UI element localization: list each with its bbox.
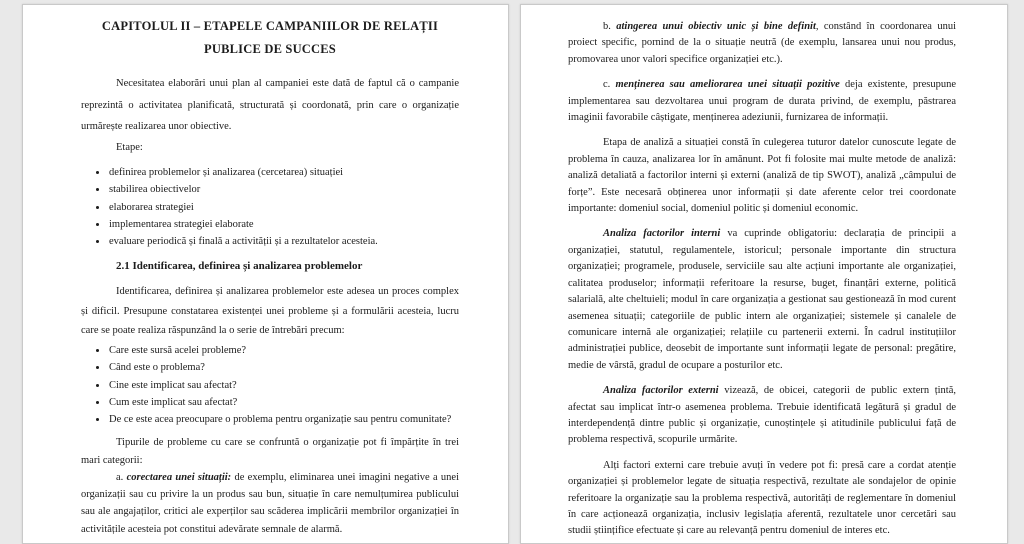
section-heading-2-1: 2.1 Identificarea, definirea și analizarea problemelor [116, 259, 363, 272]
list-item: • Cine este implicat sau afectat? [108, 377, 459, 394]
etapa-analiza-paragraph: Etapa de analiză a situației constă în culegerea tuturor datelor cunoscute legate de problema în cauza, analizarea lor în amănunt. Pot fi folosite mai multe metode de analiză: analiză detaliată a factorilor interni și externi (analiză de tip SWOT), analiză „câmpului de forțe”. Este necesară obținerea unor informații și date aferente celor trei coordonate importante: domeniul social, domeniul politic și domeniul economic. [568, 137, 956, 215]
list-item: • elaborarea strategiei [108, 199, 459, 216]
analiza-interni-lead: Analiza factorilor interni [603, 228, 721, 240]
analiza-externi-lead: Analiza factorilor externi [603, 385, 719, 397]
intro-paragraph: Necesitatea elaborări unui plan al campaniei este dată de faptul că o campanie reprezintă o activitatea planificată, structurată și coordonată, prin care o organizație urmărește realizarea unor obiective. [81, 78, 459, 132]
etape-bullet-list [81, 164, 459, 251]
item-b-lead: atingerea unui obiectiv unic și bine definit [616, 21, 816, 32]
item-a-letter: a. [116, 471, 127, 483]
item-a-text: de exemplu, eliminarea unei imagini negative a unei organizații sau cu privire la un produs sau bun, situație în care nemulțumirea publicului sau ale angajaților, critici ale experților sau scăderea implicării membrilor organizației în activitățile acesteia pot constitui adevărate semnale de alarmă. [81, 471, 459, 535]
tipuri-paragraph: Tipurile de probleme cu care se confruntă o organizație pot fi împărțite în trei mari categorii: [81, 437, 459, 466]
identificarea-paragraph: Identificarea, definirea și analizarea problemelor este adesea un proces complex și dificil. Presupune constatarea existenței unei probleme și a formulării acesteia, lucru care se poate realiza răspunzând la o serie de întrebări precum: [81, 285, 459, 337]
chapter-title-line2: PUBLICE DE SUCCES [204, 42, 336, 56]
item-a-lead: corectarea unei situații: [126, 471, 232, 483]
item-b-text: , constând în coordonarea unui proiect specific, pornind de la o situație neutră (de exemplu, lansarea unui nou produs, promovarea unor valori specifice organizației etc.). [568, 21, 957, 65]
document-page-left [22, 4, 509, 544]
list-item: • De ce este acea preocupare o problema pentru organizație sau pentru comunitate? [108, 411, 459, 428]
etape-label: Etape: [116, 141, 143, 153]
list-item: • Cum este implicat sau afectat? [108, 394, 459, 411]
list-item: • Care este sursă acelei probleme? [108, 342, 459, 359]
analiza-externi-text: vizează, de obicei, categorii de public extern țintă, afectat sau implicat într-o asemenea problema. Trebuie identificată legătură și gradul de interdependență dintre public și organizație, cunoștințele și atitudinile publicului față de problema respectivă, scopurile urmărite. [568, 385, 956, 446]
item-c-letter: c. [603, 79, 616, 91]
list-item: • evaluare periodică și finală a activității și a rezultatelor acesteia. [108, 233, 459, 250]
item-c-lead: menținerea sau ameliorarea unei situații pozitive [615, 79, 840, 91]
chapter-title-line1: CAPITOLUL II – ETAPELE CAMPANIILOR DE RELAȚII [101, 19, 439, 33]
document-page-right [520, 4, 1008, 544]
list-item: • Când este o problema? [108, 359, 459, 376]
chapter-title [81, 15, 459, 61]
analiza-interni-paragraph [568, 226, 956, 374]
list-item: • definirea problemelor și analizarea (cercetarea) situației [108, 164, 459, 181]
item-b-paragraph [568, 19, 956, 68]
list-item: • implementarea strategiei elaborate [108, 216, 459, 233]
alti-factori-paragraph: Alți factori externi care trebuie avuți în vedere pot fi: presă care a cordat atenție organizației și problemelor legate de situația respectivă, rezultate ale sondajelor de opinie referitoare la organizație sau la problema respectivă, autorități de reglementare în domeniul în care acționează organizația, inclusiv legislația aferentă, rezultatele unor cercetări sau studii științifice efectuate și care au relevanță pentru domeniul de interes etc. [568, 459, 956, 537]
item-b-letter: b. [603, 21, 617, 32]
analiza-interni-text: va cuprinde obligatoriu: declarația de principii a organizației, statutul, regulamentele, istoricul; personale importante din structura organizației; programele, produsele, serviciile sau alte acțiuni importante ale organizației, calitatea produselor; informații referitoare la resurse, buget, finanțări externe, politică salarială, alte cheltuieli; modul în care organizația a gestionat sau gestionează în mod curent asemenea situații; categoriile de public intern ale organizației; sistemele și canalele de comunicare internă ale organizației; relațiile cu partenerii externi. În cadrul instituțiilor administrației publice, deosebit de importante sunt informații legate de personal: pregătire, medie de vârstă, gradul de ocupare a posturilor etc. [568, 228, 956, 371]
list-item: • stabilirea obiectivelor [108, 181, 459, 198]
item-a-paragraph [81, 469, 459, 538]
item-c-paragraph [568, 77, 956, 126]
analiza-externi-paragraph [568, 383, 956, 449]
item-c-text: deja existente, presupune implementarea sau dezvoltarea unui program de durata privind, de exemplu, păstrarea imaginii favorabile câștigate, menținerea adeziunii, furnizarea de informații. [568, 79, 956, 124]
question-bullet-list [81, 342, 459, 428]
